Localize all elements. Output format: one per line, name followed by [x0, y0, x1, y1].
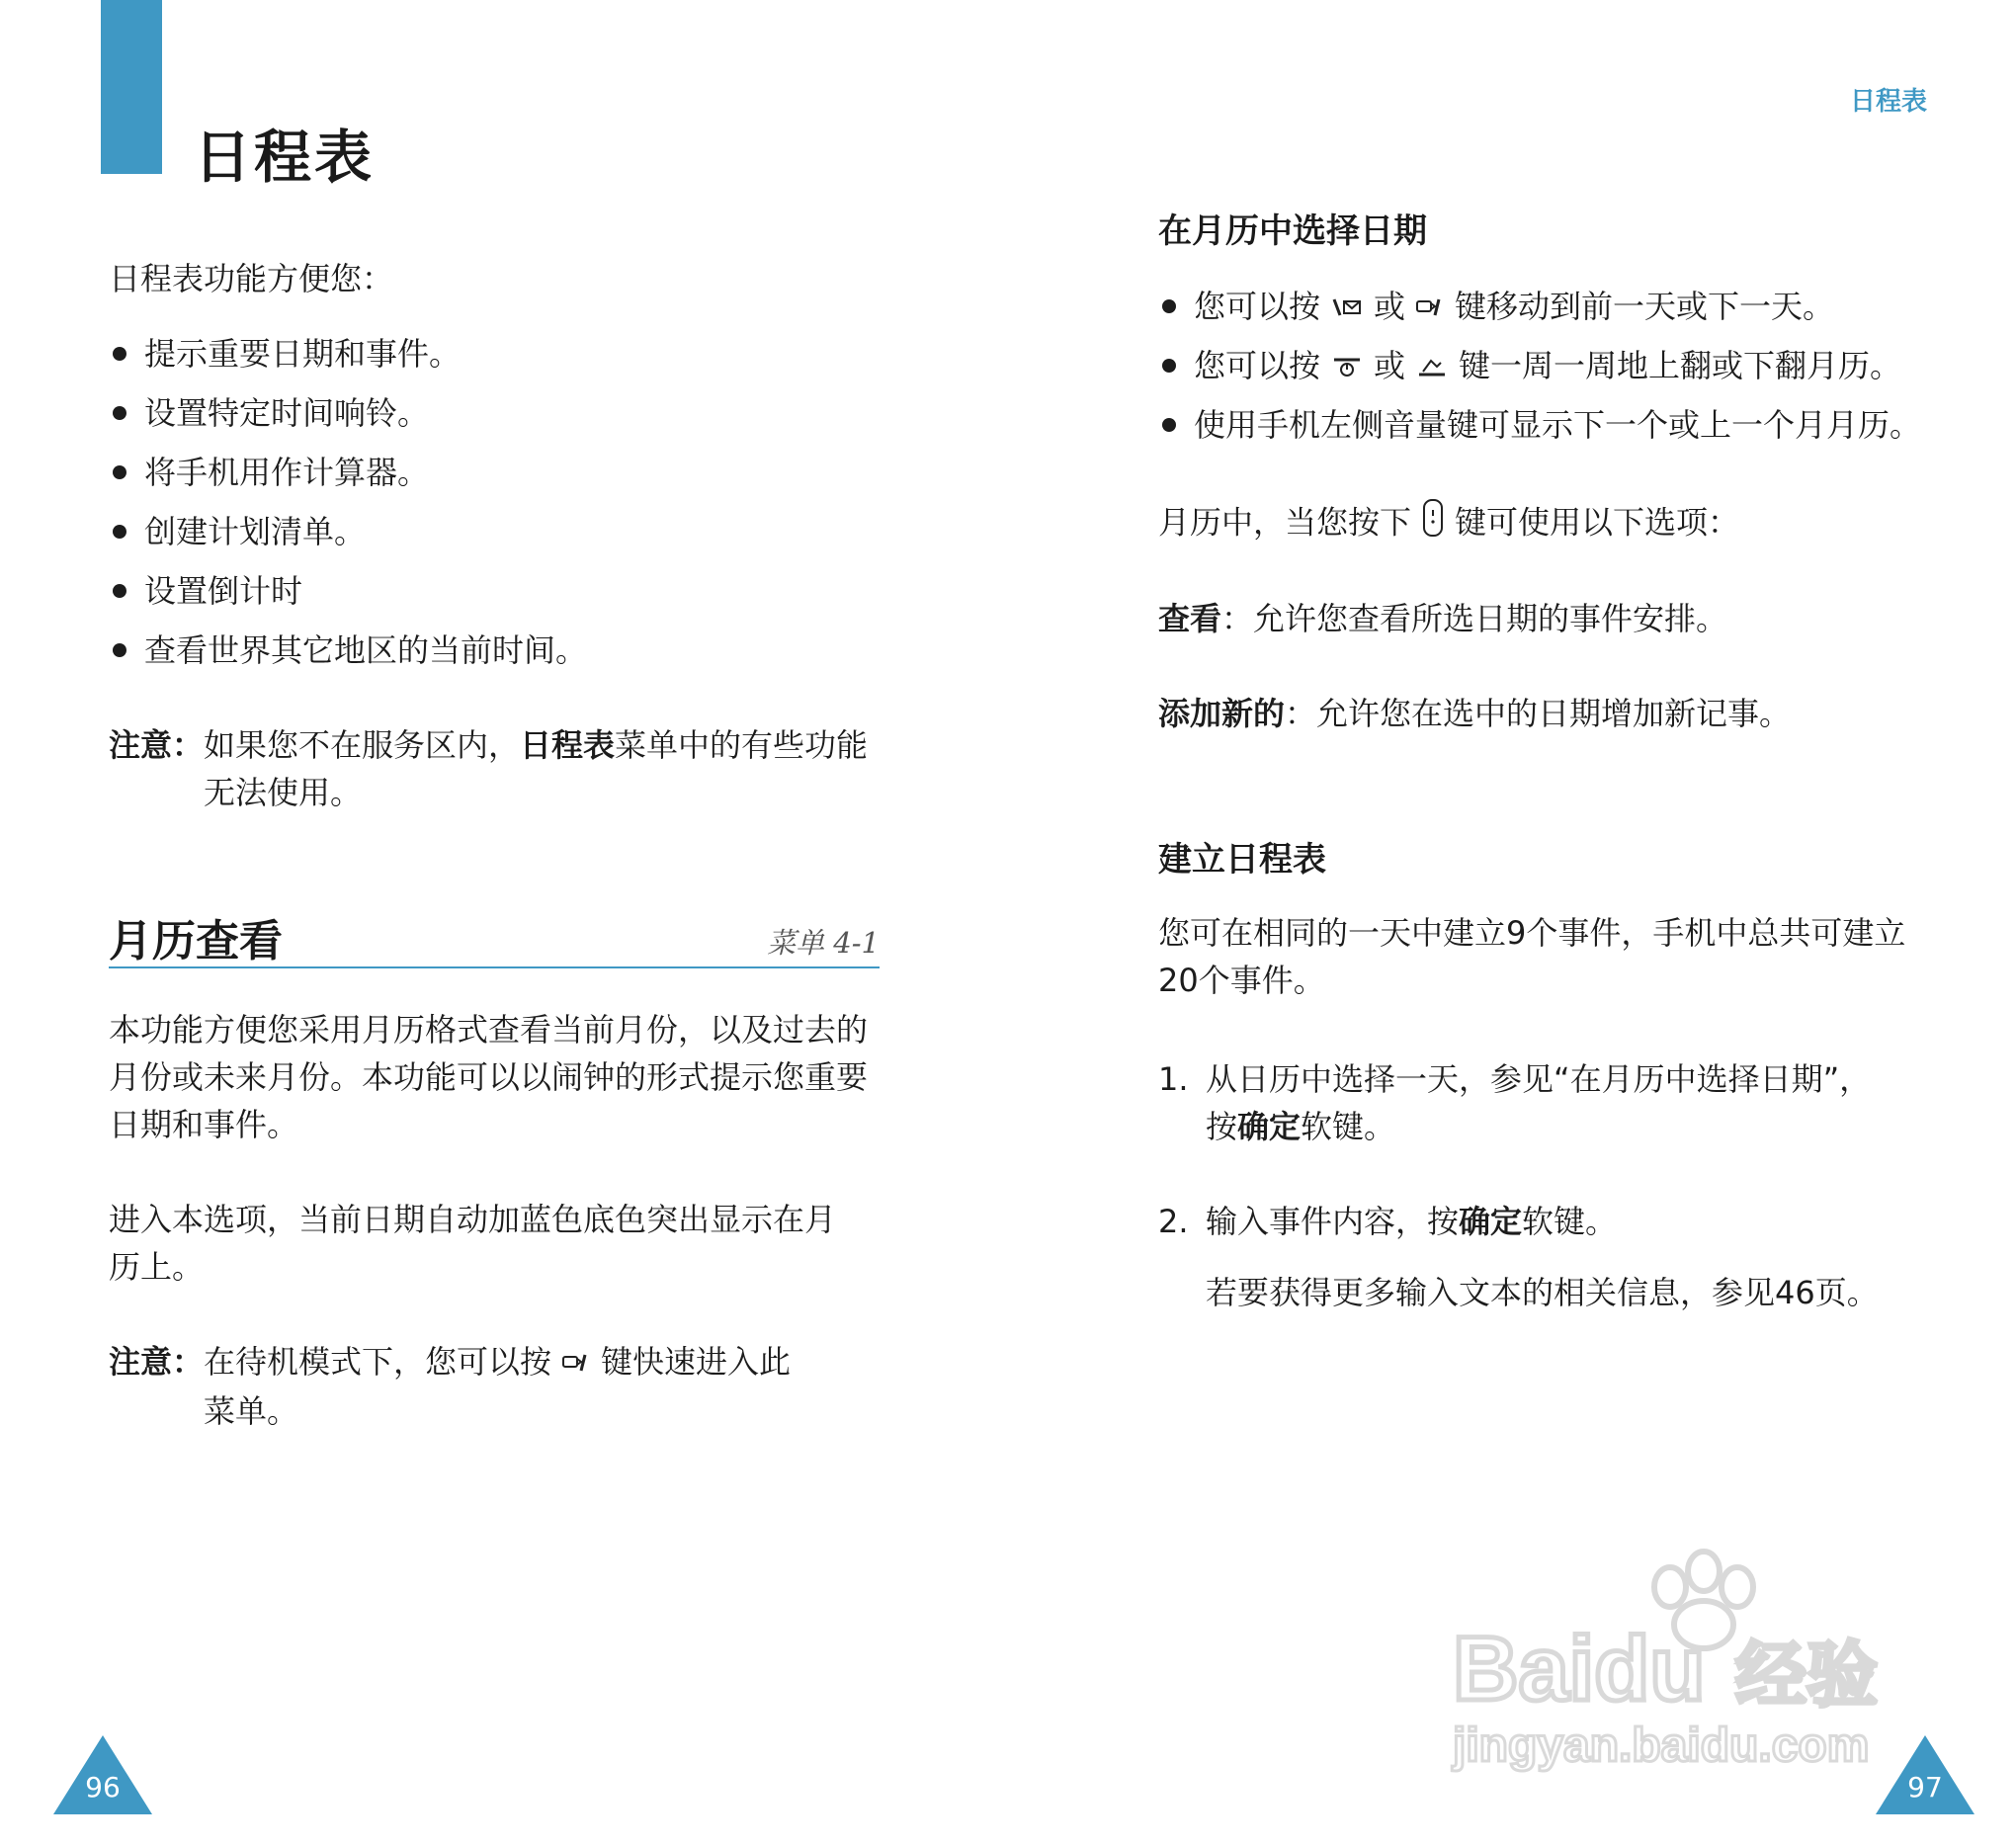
baidu-jingyan-watermark: [1443, 1542, 1917, 1779]
calendar-description: 本功能方便您采用月历格式查看当前月份，以及过去的 月份或未来月份。本功能可以以闹钟的形式提示您重要 日期和事件。: [109, 1011, 869, 1143]
list-item: 创建计划清单。: [109, 508, 587, 567]
list-item: 提示重要日期和事件。: [109, 330, 587, 389]
menu-key-icon: [1421, 498, 1445, 550]
option-add-new: 添加新的：允许您在选中的日期增加新记事。: [1158, 695, 1792, 732]
list-item: 将手机用作计算器。: [109, 449, 587, 508]
highlight-description: 进入本选项，当前日期自动加蓝色底色突出显示在月 历上。: [109, 1201, 837, 1286]
bullet-icon: [113, 465, 126, 479]
page-number-left: 96: [85, 1771, 121, 1804]
options-intro: 月历中，当您按下 键可使用以下选项：: [1158, 498, 1739, 550]
bullet-icon: [1162, 299, 1176, 313]
section-title-select-date: 在月历中选择日期: [1158, 211, 1427, 251]
running-head: 日程表: [1849, 87, 1927, 117]
bullet-icon: [113, 643, 126, 657]
left-nav-key-icon: [1330, 285, 1364, 332]
feature-list: [109, 330, 587, 686]
bullet-icon: [113, 525, 126, 539]
list-item: 您可以按 或 键移动到前一天或下一天。: [1158, 283, 1939, 342]
list-item: 查看世界其它地区的当前时间。: [109, 627, 587, 686]
bullet-icon: [113, 347, 126, 361]
list-item: 您可以按 或 键一周一周地上翻或下翻月历。: [1158, 342, 1939, 401]
navigation-list: [1158, 283, 1939, 461]
bullet-icon: [113, 584, 126, 598]
list-item: 设置特定时间响铃。: [109, 389, 587, 449]
step-2: 2. 输入事件内容，按确定软键。 若要获得更多输入文本的相关信息，参见46页。: [1158, 1203, 1879, 1311]
bullet-icon: [113, 406, 126, 420]
list-item: 设置倒计时: [109, 567, 587, 627]
note-service-area: 注意：如果您不在服务区内，日程表菜单中的有些功能 无法使用。: [109, 726, 869, 811]
step-1: 1. 从日历中选择一天，参见“在月历中选择日期”， 按确定软键。: [1158, 1060, 1872, 1145]
note-standby: 注意：在待机模式下，您可以按 键快速进入此 菜单。: [109, 1338, 880, 1435]
section-title-create-schedule: 建立日程表: [1158, 840, 1326, 880]
up-nav-key-icon: [1330, 344, 1364, 391]
menu-reference: 菜单 4-1: [767, 926, 880, 960]
option-view: 查看：允许您查看所选日期的事件安排。: [1158, 600, 1728, 637]
bullet-icon: [1162, 359, 1176, 373]
page-number-right: 97: [1907, 1771, 1943, 1804]
right-nav-key-icon: [561, 1340, 591, 1387]
section-divider: [109, 966, 880, 968]
svg-text:经验: 经验: [1735, 1634, 1879, 1717]
create-schedule-description: 您可在相同的一天中建立9个事件，手机中总共可建立 20个事件。: [1158, 914, 1906, 999]
page-title: 日程表: [194, 124, 376, 191]
section-title-calendar: 月历查看: [109, 916, 283, 966]
intro-text: 日程表功能方便您：: [109, 260, 394, 297]
list-item: 使用手机左侧音量键可显示下一个或上一个月月历。: [1158, 401, 1939, 461]
bullet-icon: [1162, 418, 1176, 432]
chapter-accent-bar: [101, 0, 162, 174]
right-nav-key-icon: [1415, 285, 1445, 332]
svg-text:jingyan.baidu.com: jingyan.baidu.com: [1453, 1720, 1870, 1772]
svg-text:Baidu: Baidu: [1453, 1619, 1706, 1720]
down-nav-key-icon: [1415, 344, 1449, 391]
